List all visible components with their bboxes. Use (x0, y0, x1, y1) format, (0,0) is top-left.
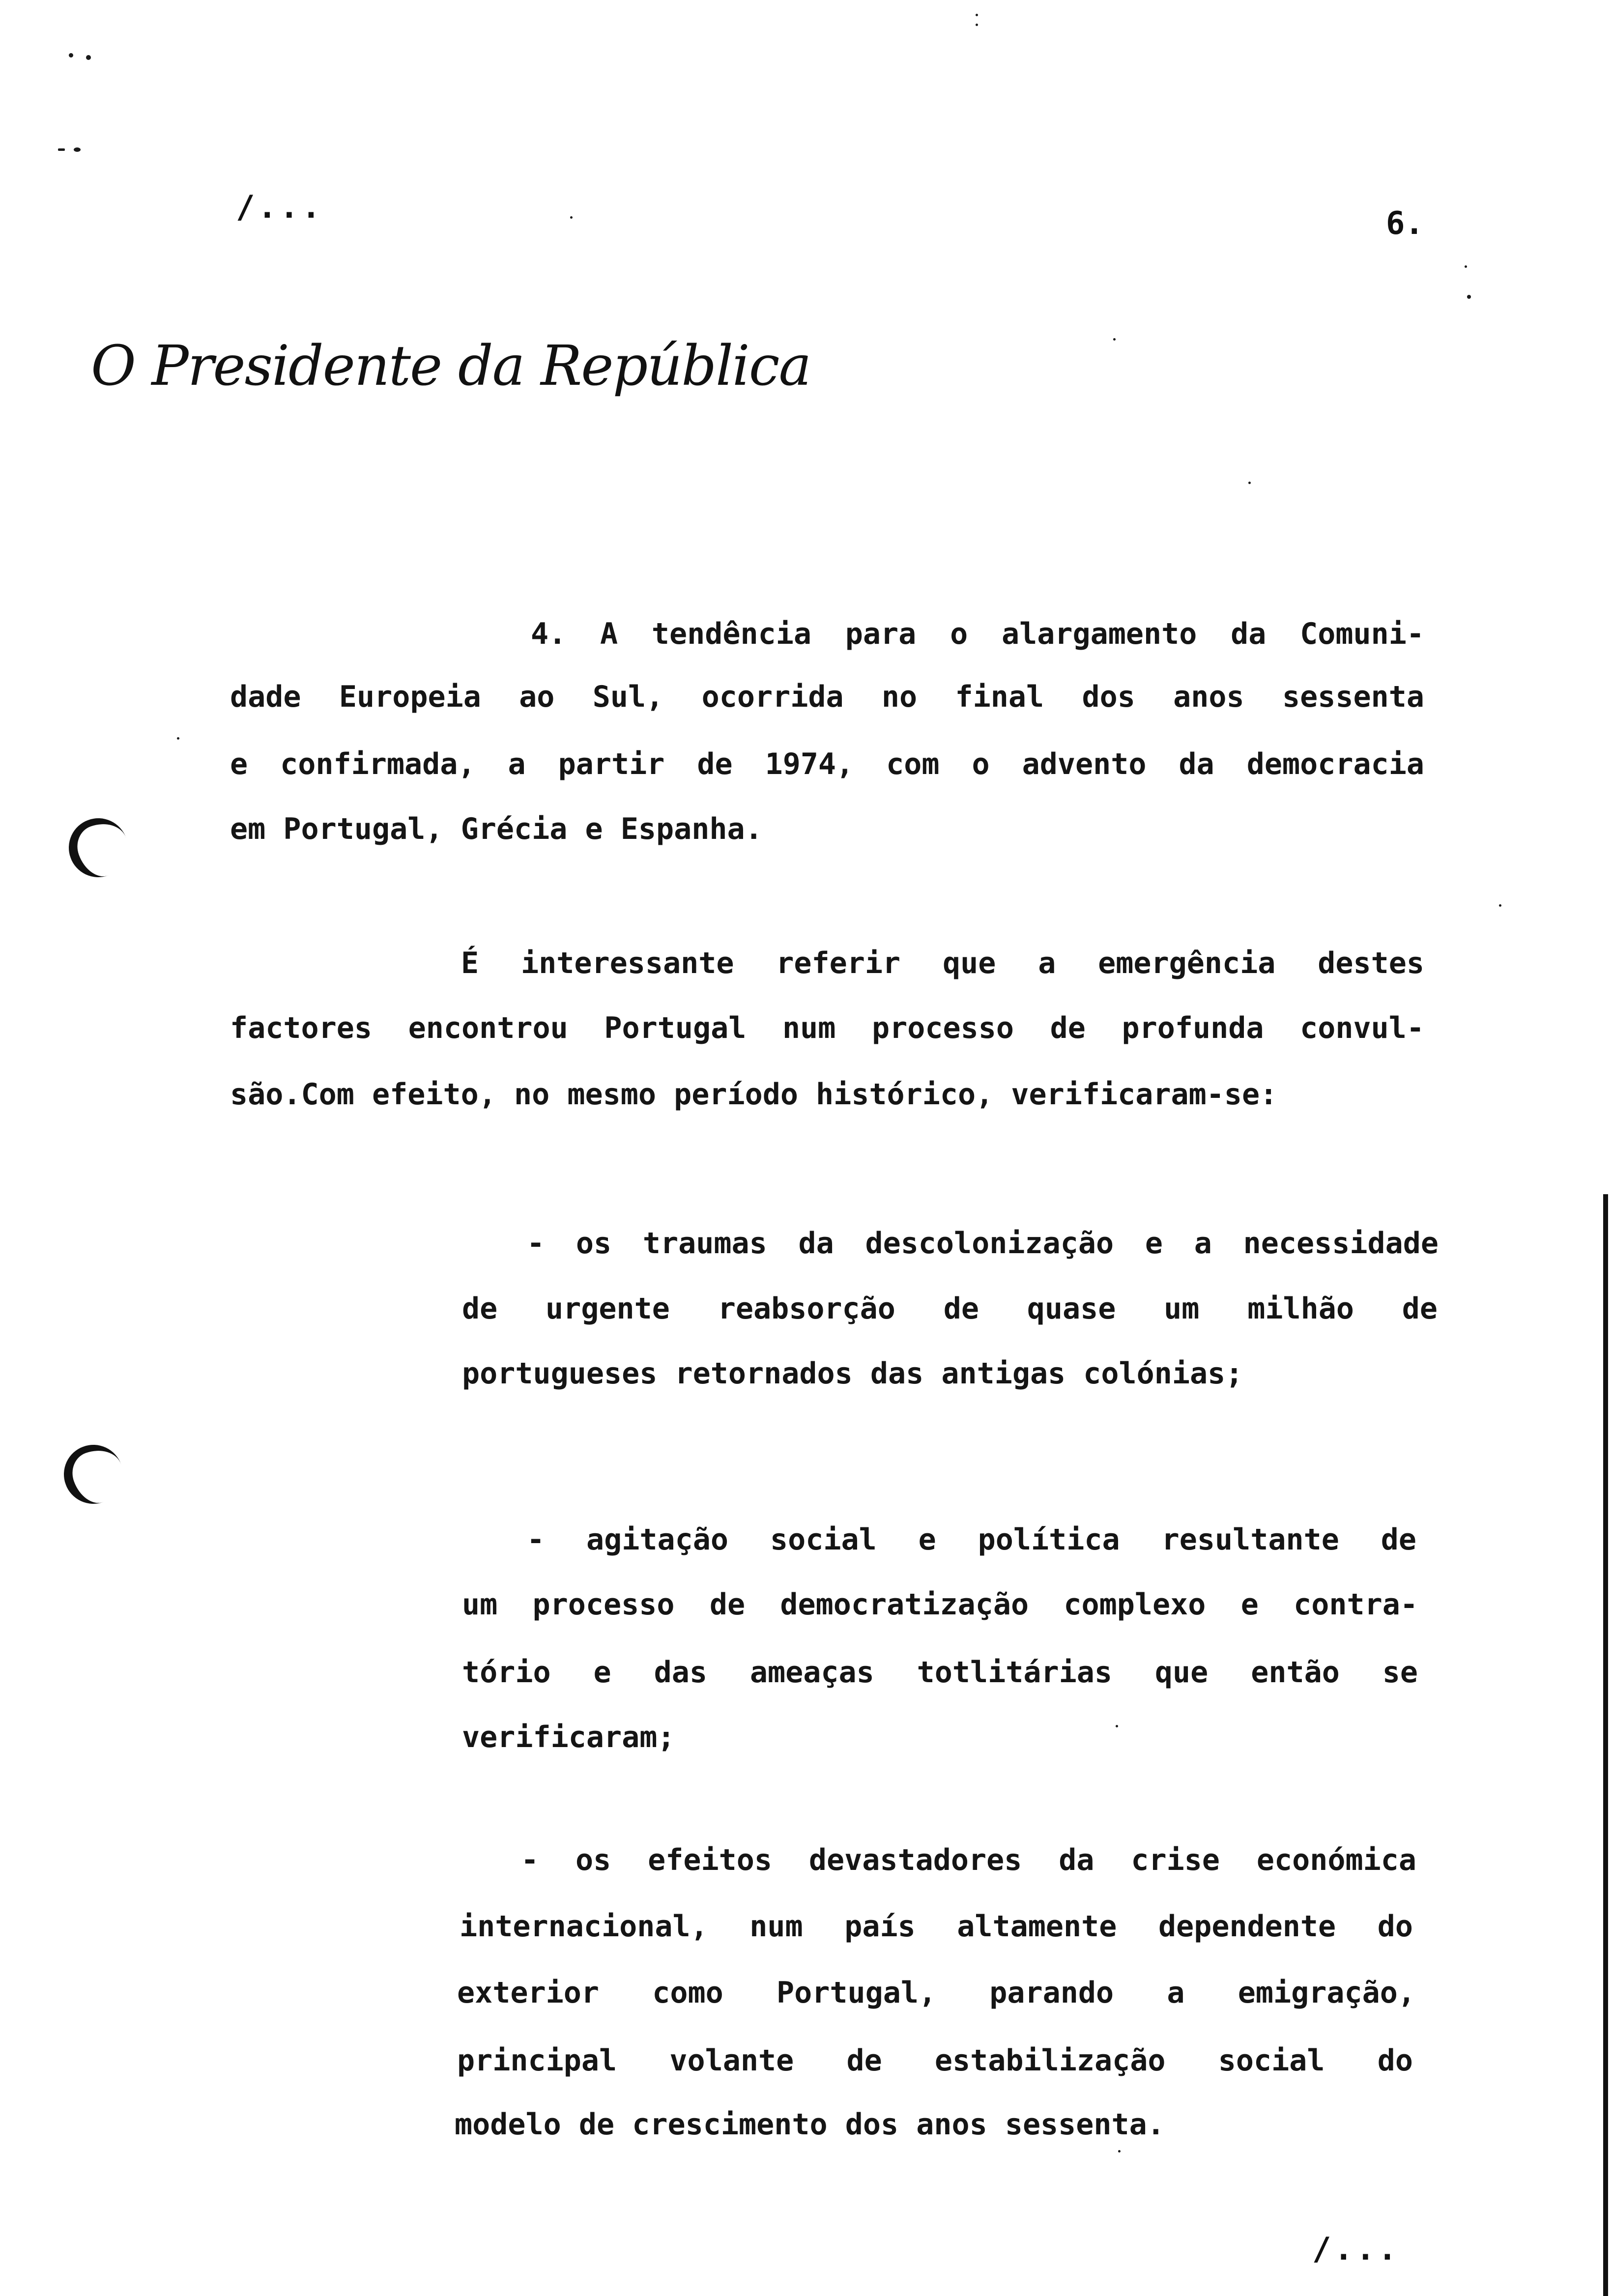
bullet-3-line: - os efeitos devastadores da crise económica (521, 1843, 1416, 1877)
punch-hole-mark (56, 1436, 131, 1512)
continuation-mark-top: /... (236, 189, 324, 226)
scan-speck (1467, 295, 1471, 299)
bullet-3-line: exterior como Portugal, parando a emigração, (457, 1976, 1415, 2010)
paragraph-interesting-line: são.Com efeito, no mesmo período histórico, verificaram-se: (230, 1077, 1278, 1112)
scan-speck (86, 55, 91, 60)
scan-speck (1248, 482, 1251, 484)
scan-speck (1465, 265, 1467, 268)
paragraph-4-line: dade Europeia ao Sul, ocorrida no final dos anos sessenta (230, 680, 1424, 714)
bullet-1-line: portugueses retornados das antigas colónias; (462, 1356, 1243, 1391)
page-number: 6. (1386, 205, 1424, 242)
scan-speck (976, 14, 978, 16)
bullet-2-line: um processo de democratização complexo e contra- (462, 1587, 1418, 1622)
scan-speck (58, 148, 65, 151)
bullet-2-line: verificaram; (462, 1720, 675, 1754)
bullet-3-line: modelo de crescimento dos anos sessenta. (455, 2107, 1165, 2142)
scan-speck (177, 737, 179, 740)
paragraph-4-line: e confirmada, a partir de 1974, com o advento da democracia (230, 747, 1424, 781)
paragraph-interesting-line: É interessante referir que a emergência destes (461, 946, 1424, 980)
bullet-3-line: principal volante de estabilização social do (457, 2043, 1413, 2078)
scan-speck (976, 24, 978, 26)
bullet-2-line: - agitação social e política resultante de (527, 1522, 1416, 1557)
scan-edge-line (1603, 1194, 1608, 2296)
bullet-1-line: - os traumas da descolonização e a necessidade (527, 1226, 1439, 1261)
punch-hole-mark (60, 810, 136, 886)
letterhead-title: O Presidente da República (91, 334, 811, 398)
scan-speck (1499, 904, 1501, 907)
continuation-mark-bottom: /... (1312, 2231, 1400, 2267)
scan-speck (1118, 2150, 1121, 2152)
scan-speck (1113, 338, 1116, 341)
paragraph-interesting-line: factores encontrou Portugal num processo de profunda convul- (230, 1011, 1424, 1045)
bullet-3-line: internacional, num país altamente dependente do (460, 1909, 1413, 1944)
bullet-1-line: de urgente reabsorção de quase um milhão de (462, 1292, 1438, 1326)
bullet-2-line: tório e das ameaças totlitárias que então se (462, 1655, 1418, 1690)
scan-speck (570, 216, 573, 219)
scan-speck (69, 53, 73, 57)
paragraph-4-line: 4. A tendência para o alargamento da Comuni- (531, 617, 1424, 651)
paragraph-4-line: em Portugal, Grécia e Espanha. (230, 812, 763, 846)
scan-speck (74, 147, 81, 152)
